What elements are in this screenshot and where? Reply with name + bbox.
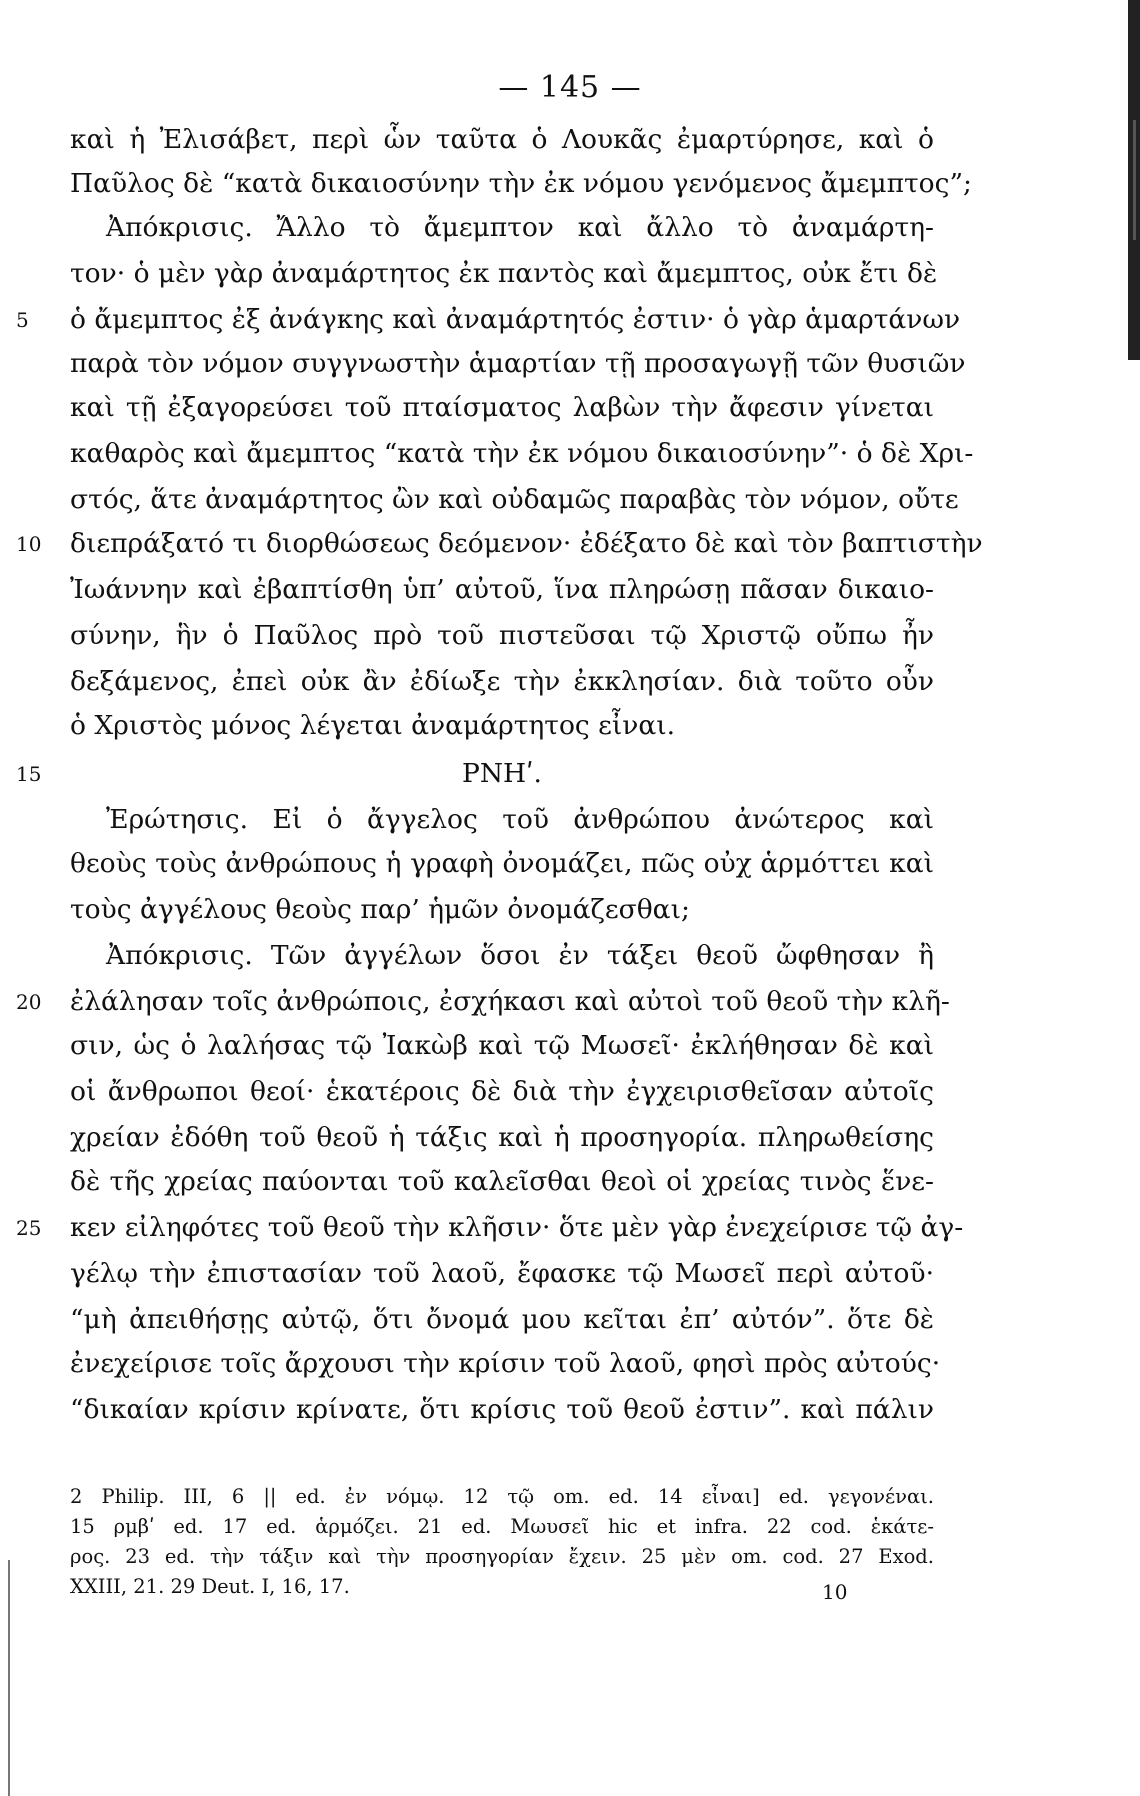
signature-mark: 10 — [822, 1580, 848, 1604]
text-line: χρείαν ἐδόθη τοῦ θεοῦ ἡ τάξις καὶ ἡ προσηγορία. πληρωθείσης — [70, 1122, 934, 1153]
text-line: παρὰ τὸν νόμον συγγνωστὴν ἁμαρτίαν τῇ προσαγωγῇ τῶν θυσιῶν — [70, 348, 966, 379]
line-number: 25 — [16, 1216, 42, 1240]
text-line: καὶ ἡ Ἐλισάβετ, περὶ ὧν ταῦτα ὁ Λουκᾶς ἐμαρτύρησε, καὶ ὁ — [70, 124, 934, 155]
line-number: 5 — [16, 308, 29, 332]
text-line: κεν εἰληφότες τοῦ θεοῦ τὴν κλῆσιν· ὅτε μὲν γὰρ ἐνεχείρισε τῷ ἀγ- 25 — [70, 1206, 934, 1250]
text-line: στός, ἅτε ἀναμάρτητος ὢν καὶ οὐδαμῶς παραβὰς τὸν νόμον, οὔτε — [70, 484, 959, 515]
footnote-line: XXIII, 21. 29 Deut. I, 16, 17. — [70, 1575, 350, 1598]
line-number: 10 — [16, 532, 42, 556]
text-line: ὁ ἄμεμπτος ἐξ ἀνάγκης καὶ ἀναμάρτητός ἐστιν· ὁ γὰρ ἁμαρτάνων 5 — [70, 298, 934, 342]
text-line: οἱ ἄνθρωποι θεοί· ἑκατέροις δὲ διὰ τὴν ἐγχειρισθεῖσαν αὐτοῖς — [70, 1076, 934, 1107]
text-line: Παῦλος δὲ “κατὰ δικαιοσύνην τὴν ἐκ νόμου γενόμενος ἄμεμπτος”; — [70, 168, 972, 199]
footnote-line: 2 Philip. III, 6 || ed. ἐν νόμῳ. 12 τῷ om. ed. 14 εἶναι] ed. γεγονέναι. — [70, 1485, 934, 1508]
text-line: διεπράξατό τι διορθώσεως δεόμενον· ἐδέξατο δὲ καὶ τὸν βαπτιστὴν 10 — [70, 522, 934, 566]
text-line: σιν, ὡς ὁ λαλήσας τῷ Ἰακὼβ καὶ τῷ Μωσεῖ· ἐκλήθησαν δὲ καὶ — [70, 1030, 934, 1061]
text-line: Ἰωάννην καὶ ἐβαπτίσθη ὑπ’ αὐτοῦ, ἵνα πληρώσῃ πᾶσαν δικαιο- — [70, 574, 934, 605]
text-line: “μὴ ἀπειθήσῃς αὐτῷ, ὅτι ὄνομά μου κεῖται ἐπ’ αὐτόν”. ὅτε δὲ — [70, 1304, 934, 1335]
text-line: ὁ Χριστὸς μόνος λέγεται ἀναμάρτητος εἶναι. — [70, 710, 676, 741]
scan-left-mark — [8, 1560, 10, 1796]
line-number: 15 — [16, 762, 42, 786]
line-number: 20 — [16, 990, 42, 1014]
text-line: θεοὺς τοὺς ἀνθρώπους ἡ γραφὴ ὀνομάζει, πῶς οὐχ ἁρμόττει καὶ — [70, 848, 934, 879]
footnote-line: ρος. 23 ed. τὴν τάξιν καὶ τὴν προσηγορίαν ἔχειν. 25 μὲν om. cod. 27 Exod. — [70, 1545, 934, 1568]
text-line: γέλῳ τὴν ἐπιστασίαν τοῦ λαοῦ, ἔφασκε τῷ Μωσεῖ περὶ αὐτοῦ· — [70, 1258, 934, 1289]
text-line: Ἀπόκρισις. Ἄλλο τὸ ἄμεμπτον καὶ ἄλλο τὸ ἀναμάρτη- — [106, 212, 934, 243]
text-line: ἐλάλησαν τοῖς ἀνθρώποις, ἐσχήκασι καὶ αὐτοὶ τοῦ θεοῦ τὴν κλῆ- 20 — [70, 980, 934, 1024]
text-line: δεξάμενος, ἐπεὶ οὐκ ἂν ἐδίωξε τὴν ἐκκλησίαν. διὰ τοῦτο οὖν — [70, 666, 934, 697]
text-line: Ἀπόκρισις. Τῶν ἀγγέλων ὅσοι ἐν τάξει θεοῦ ὤφθησαν ἢ — [106, 940, 934, 971]
text-line: καθαρὸς καὶ ἄμεμπτος “κατὰ τὴν ἐκ νόμου δικαιοσύνην”· ὁ δὲ Χρι- — [70, 438, 974, 469]
text-line: ΡΝΗʹ. 15 — [70, 752, 934, 796]
text-line: δὲ τῆς χρείας παύονται τοῦ καλεῖσθαι θεοὶ οἱ χρείας τινὸς ἕνε- — [70, 1166, 934, 1197]
text-line: “δικαίαν κρίσιν κρίνατε, ὅτι κρίσις τοῦ θεοῦ ἐστιν”. καὶ πάλιν — [70, 1394, 934, 1425]
scan-edge-mark-inner — [1133, 120, 1136, 240]
page-number: — 145 — — [498, 70, 642, 105]
text-line: σύνην, ἣν ὁ Παῦλος πρὸ τοῦ πιστεῦσαι τῷ Χριστῷ οὔπω ἦν — [70, 620, 934, 651]
text-line: τοὺς ἀγγέλους θεοὺς παρ’ ἡμῶν ὀνομάζεσθαι; — [70, 894, 690, 925]
text-line: τον· ὁ μὲν γὰρ ἀναμάρτητος ἐκ παντὸς καὶ ἄμεμπτος, οὐκ ἔτι δὲ — [70, 258, 938, 289]
text-line: ἐνεχείρισε τοῖς ἄρχουσι τὴν κρίσιν τοῦ λαοῦ, φησὶ πρὸς αὐτούς· — [70, 1348, 941, 1379]
footnote-line: 15 ρμβʹ ed. 17 ed. ἁρμόζει. 21 ed. Μωυσεῖ hic et infra. 22 cod. ἑκάτε- — [70, 1515, 934, 1538]
text-line: Ἐρώτησις. Εἰ ὁ ἄγγελος τοῦ ἀνθρώπου ἀνώτερος καὶ — [106, 804, 934, 835]
text-line: καὶ τῇ ἐξαγορεύσει τοῦ πταίσματος λαβὼν τὴν ἄφεσιν γίνεται — [70, 392, 934, 423]
